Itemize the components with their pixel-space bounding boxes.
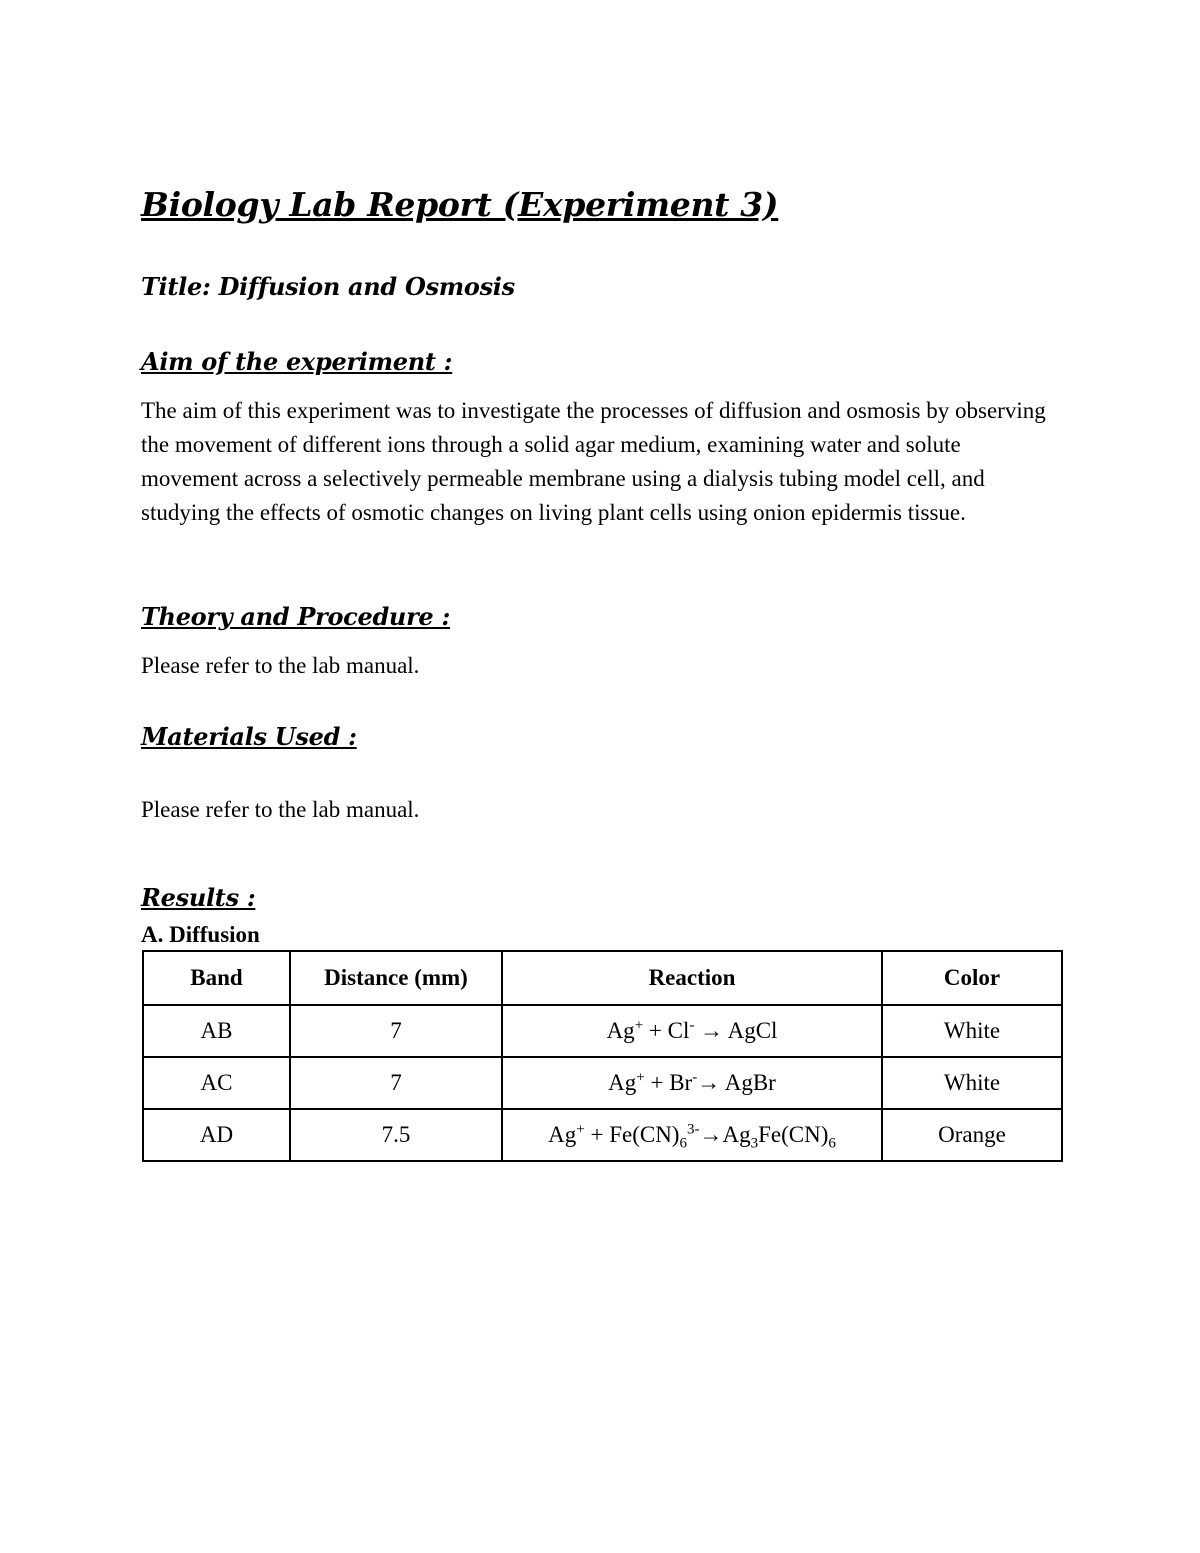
table-row bbox=[143, 1005, 1062, 1057]
reaction-text: → AgCl bbox=[694, 1018, 778, 1043]
header-distance: Distance (mm) bbox=[290, 951, 502, 1005]
band-cell: AB bbox=[143, 1005, 290, 1057]
reaction-text: Fe(CN) bbox=[758, 1122, 829, 1147]
diffusion-results-table bbox=[142, 950, 1063, 1162]
reaction-text: + Cl bbox=[643, 1018, 690, 1043]
table-row bbox=[143, 1057, 1062, 1109]
reaction-superscript: + bbox=[576, 1121, 585, 1138]
reaction-text: Ag bbox=[606, 1018, 635, 1043]
document-subtitle: Title: Diffusion and Osmosis bbox=[141, 272, 515, 301]
band-cell: AC bbox=[143, 1057, 290, 1109]
theory-paragraph: Please refer to the lab manual. bbox=[141, 653, 420, 678]
header-reaction: Reaction bbox=[502, 951, 882, 1005]
diffusion-subheading: A. Diffusion bbox=[141, 922, 260, 947]
reaction-cell bbox=[502, 1109, 882, 1161]
document-title: Biology Lab Report (Experiment 3) bbox=[141, 185, 779, 224]
reaction-subscript: 3 bbox=[750, 1135, 759, 1152]
reaction-text: + Br bbox=[644, 1070, 693, 1095]
color-cell: White bbox=[882, 1005, 1062, 1057]
distance-cell: 7.5 bbox=[290, 1109, 502, 1161]
header-color: Color bbox=[882, 951, 1062, 1005]
aim-paragraph: The aim of this experiment was to investigate the processes of diffusion and osmosis by observing the movement of different ions through a solid agar medium, examining water and solute movement across a selectively permeable membrane using a dialysis tubing model cell, and studying the effects of osmotic changes on living plant cells using onion epidermis tissue. bbox=[141, 398, 1046, 525]
color-cell: Orange bbox=[882, 1109, 1062, 1161]
materials-heading: Materials Used : bbox=[141, 722, 357, 751]
reaction-text: →Ag bbox=[699, 1122, 751, 1147]
color-cell: White bbox=[882, 1057, 1062, 1109]
reaction-text: → AgBr bbox=[697, 1070, 776, 1095]
distance-cell: 7 bbox=[290, 1005, 502, 1057]
reaction-text: Ag bbox=[608, 1070, 637, 1095]
table-header-row bbox=[143, 951, 1062, 1005]
reaction-subscript: 6 bbox=[679, 1135, 687, 1152]
reaction-superscript: + bbox=[636, 1069, 645, 1086]
band-cell: AD bbox=[143, 1109, 290, 1161]
reaction-superscript: + bbox=[634, 1017, 644, 1034]
reaction-superscript: - bbox=[689, 1017, 695, 1034]
reaction-text: + Fe(CN) bbox=[584, 1122, 680, 1147]
reaction-superscript: 3- bbox=[686, 1121, 700, 1138]
reaction-superscript: - bbox=[692, 1069, 698, 1086]
aim-heading: Aim of the experiment : bbox=[141, 347, 453, 376]
reaction-cell bbox=[502, 1005, 882, 1057]
table-row bbox=[143, 1109, 1062, 1161]
reaction-text: Ag bbox=[548, 1122, 577, 1147]
reaction-cell bbox=[502, 1057, 882, 1109]
results-heading: Results : bbox=[141, 883, 256, 912]
header-band: Band bbox=[143, 951, 290, 1005]
materials-paragraph: Please refer to the lab manual. bbox=[141, 797, 420, 822]
reaction-subscript: 6 bbox=[828, 1135, 836, 1152]
distance-cell: 7 bbox=[290, 1057, 502, 1109]
theory-heading: Theory and Procedure : bbox=[141, 602, 451, 631]
